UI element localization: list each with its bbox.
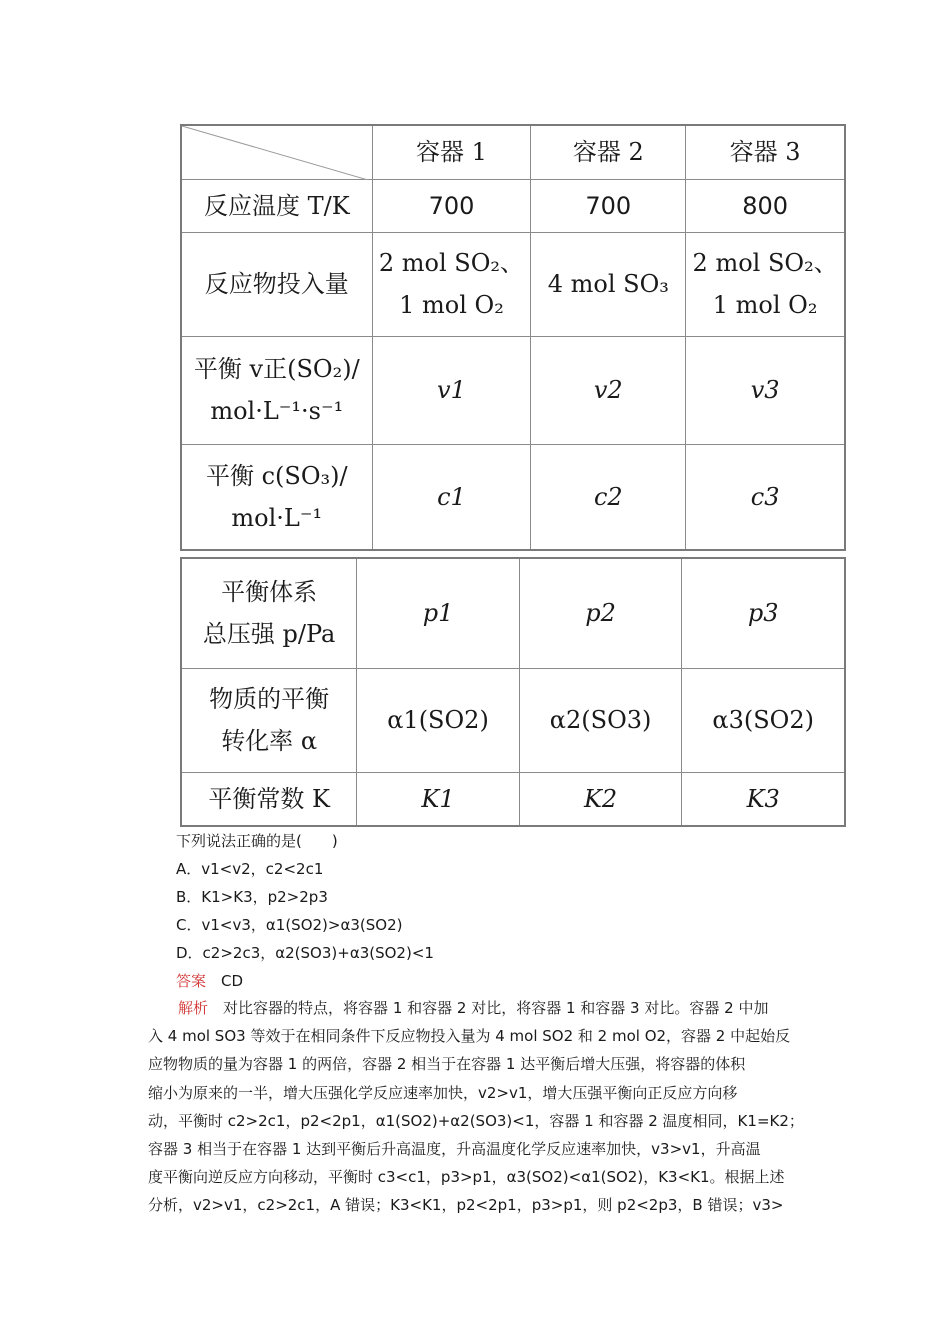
pressure-label [181, 558, 357, 668]
rate-label-line-2: mol·L⁻¹·s⁻¹ [210, 397, 344, 425]
analysis-line-1-text: 对比容器的特点，将容器 1 和容器 2 对比，将容器 1 和容器 3 对比。容器 2 中加 [223, 999, 769, 1017]
header-container-3: 容器 3 [686, 125, 845, 179]
feed-label: 反应物投入量 [181, 232, 372, 336]
conc-3 [686, 444, 845, 550]
conversion-row [181, 668, 845, 772]
temp-2: 700 [531, 179, 686, 232]
pressure-label-line-2: 总压强 p/Pa [202, 620, 336, 649]
temp-3: 800 [686, 179, 845, 232]
feed-1 [372, 232, 531, 336]
analysis-line-2: 入 4 mol SO3 等效于在相同条件下反应物投入量为 4 mol SO2 和 2 mol O2，容器 2 中起始反 [148, 1027, 791, 1046]
rate-label [181, 336, 372, 444]
concentration-label [181, 444, 372, 550]
feed-3-line-1: 2 mol SO₂、 [692, 249, 838, 277]
option-c: C．v1<v3，α1(SO2)>α3(SO2) [176, 916, 403, 934]
constant-2-value: K2 [584, 784, 618, 813]
question-stem: 下列说法正确的是( ) [176, 832, 338, 850]
rate-2 [531, 336, 686, 444]
analysis-line-5: 动，平衡时 c2>2c1，p2<2p1，α1(SO2)+α2(SO3)<1，容器 1 和容器 2 温度相同，K1=K2； [148, 1111, 804, 1130]
feed-1-line-2: 1 mol O₂ [399, 291, 504, 319]
temperature-row [181, 179, 845, 232]
analysis-line-4: 缩小为原来的一半，增大压强化学反应速率加快，v2>v1，增大压强平衡向正反应方向移 [148, 1083, 738, 1102]
concentration-label-line-2: mol·L⁻¹ [231, 503, 323, 532]
conc-3-value: c3 [750, 482, 780, 511]
constant-1 [357, 772, 520, 826]
constant-row [181, 772, 845, 826]
feed-1-line-1: 2 mol SO₂、 [378, 249, 525, 277]
concentration-row [181, 444, 845, 550]
conc-2-value: c2 [593, 482, 623, 511]
pressure-row [181, 558, 845, 668]
answer-label: 答案 [176, 972, 207, 990]
pressure-1-value: p1 [422, 599, 454, 628]
analysis-line-7: 度平衡向逆反应方向移动，平衡时 c3<c1，p3>p1，α3(SO2)<α1(SO2)，K3<K1。根据上述 [148, 1168, 785, 1187]
table-header-row [181, 125, 845, 179]
rate-row [181, 336, 845, 444]
diagonal-corner-cell [181, 125, 372, 179]
analysis-line-3: 应物物质的量为容器 1 的两倍，容器 2 相当于在容器 1 达平衡后增大压强，将容器的体积 [148, 1055, 746, 1074]
pressure-2 [519, 558, 682, 668]
constant-3-value: K3 [746, 784, 780, 813]
answer-value: CD [221, 972, 244, 990]
pressure-3-value: p3 [747, 599, 779, 628]
rate-1-value: v1 [437, 376, 466, 404]
pressure-label-line-1: 平衡体系 [221, 578, 318, 607]
feed-row [181, 232, 845, 336]
rate-1 [372, 336, 531, 444]
diagonal-line [182, 126, 368, 180]
conversion-3: α3(SO2) [682, 668, 845, 772]
conc-1-value: c1 [437, 482, 466, 511]
pressure-1 [357, 558, 520, 668]
rate-3 [686, 336, 845, 444]
conc-2 [531, 444, 686, 550]
conversion-2: α2(SO3) [519, 668, 682, 772]
option-b: B．K1>K3，p2>2p3 [176, 888, 328, 906]
header-container-2: 容器 2 [531, 125, 686, 179]
feed-3 [686, 232, 845, 336]
constant-label: 平衡常数 K [181, 772, 357, 826]
constant-1-value: K1 [421, 784, 455, 813]
analysis-line-1 [148, 994, 812, 1022]
analysis-line-6: 容器 3 相当于在容器 1 达到平衡后升高温度，升高温度化学反应速率加快，v3>v1，升高温 [148, 1139, 761, 1158]
conc-1 [372, 444, 531, 550]
conversion-label-line-2: 转化率 α [221, 727, 318, 755]
constant-2 [519, 772, 682, 826]
analysis-paragraph [148, 994, 812, 1220]
feed-2-line-1: 4 mol SO₃ [547, 270, 669, 298]
feed-3-line-2: 1 mol O₂ [712, 291, 818, 319]
data-table-top [180, 124, 846, 551]
analysis-label: 解析 [178, 999, 209, 1017]
temperature-label-text: 反应温度 T/K [203, 191, 350, 220]
rate-2-value: v2 [593, 376, 623, 404]
conversion-1: α1(SO2) [357, 668, 520, 772]
answer-line [176, 970, 243, 991]
conversion-label-line-1: 物质的平衡 [209, 685, 330, 713]
temp-1: 700 [372, 179, 531, 232]
data-table-bottom [180, 557, 846, 827]
option-d: D．c2>2c3，α2(SO3)+α3(SO2)<1 [176, 944, 434, 962]
conversion-label [181, 668, 357, 772]
pressure-2-value: p2 [585, 599, 616, 628]
feed-2 [531, 232, 686, 336]
option-a: A．v1<v2，c2<2c1 [176, 860, 324, 878]
analysis-line-8: 分析，v2>v1，c2>2c1，A 错误；K3<K1，p2<2p1，p3>p1，则 p2<2p3，B 错误；v3> [148, 1196, 784, 1215]
header-container-1: 容器 1 [372, 125, 531, 179]
rate-label-line-1: 平衡 v正(SO₂)/ [193, 355, 360, 383]
constant-3 [682, 772, 845, 826]
rate-3-value: v3 [750, 376, 780, 404]
pressure-3 [682, 558, 845, 668]
temperature-label [181, 179, 372, 232]
concentration-label-line-1: 平衡 c(SO₃)/ [205, 461, 348, 490]
